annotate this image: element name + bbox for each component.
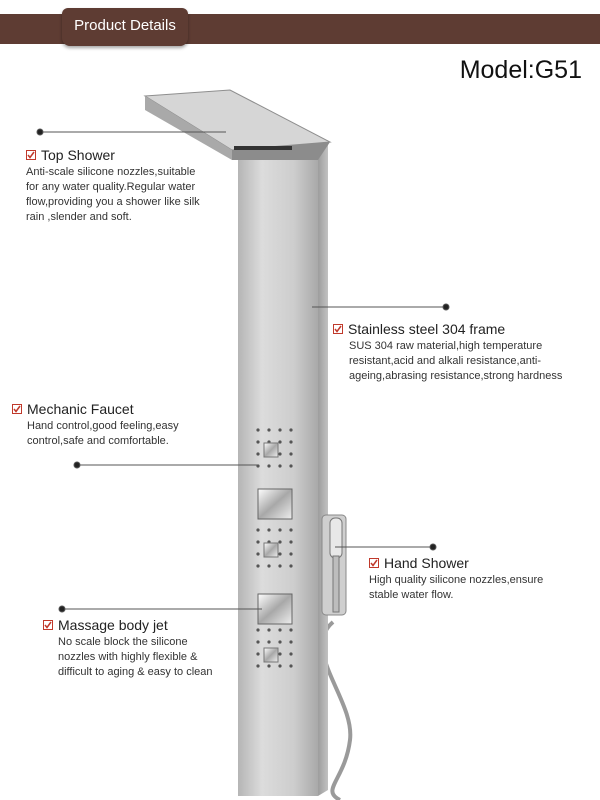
check-icon — [369, 558, 379, 568]
check-icon — [333, 324, 343, 334]
callout-hand-shower — [369, 555, 589, 603]
feature-title: Massage body jet — [58, 617, 168, 633]
feature-description: High quality silicone nozzles,ensure stable water flow. — [369, 574, 544, 601]
faucet-handle-2 — [258, 594, 292, 624]
feature-description: No scale block the silicone nozzles with highly flexible & difficult to aging & easy to clean — [58, 636, 213, 678]
feature-title: Stainless steel 304 frame — [348, 321, 506, 337]
feature-title: Top Shower — [41, 147, 115, 163]
callout-body-jet — [43, 617, 243, 680]
model-label: Model:G51 — [459, 56, 582, 84]
feature-description: Anti-scale silicone nozzles,suitable for any water quality.Regular water flow,providing you a shower like silk rain ,slender and soft. — [26, 166, 200, 223]
feature-description: SUS 304 raw material,high temperature resistant,acid and alkali resistance,anti- ageing,abrasing resistance,strong hardness — [349, 340, 563, 382]
header-title: Product Details — [74, 17, 176, 34]
jet-knob-3 — [264, 648, 278, 662]
faucet-handle-1 — [258, 489, 292, 519]
jet-knob-2 — [264, 543, 278, 557]
hand-shower-head — [330, 518, 342, 558]
feature-title: Hand Shower — [384, 555, 469, 571]
jet-knob-1 — [264, 443, 278, 457]
check-icon — [26, 150, 36, 160]
panel-side — [318, 140, 328, 796]
callout-top-shower — [26, 147, 241, 225]
feature-title: Mechanic Faucet — [27, 401, 134, 417]
waterfall-slot — [234, 146, 292, 150]
panel-body — [238, 150, 318, 796]
check-icon — [12, 404, 22, 414]
feature-description: Hand control,good feeling,easy control,safe and comfortable. — [27, 420, 179, 447]
check-icon — [43, 620, 53, 630]
callout-frame — [333, 321, 595, 384]
callout-faucet — [12, 401, 242, 449]
hand-shower-handle — [333, 556, 339, 612]
